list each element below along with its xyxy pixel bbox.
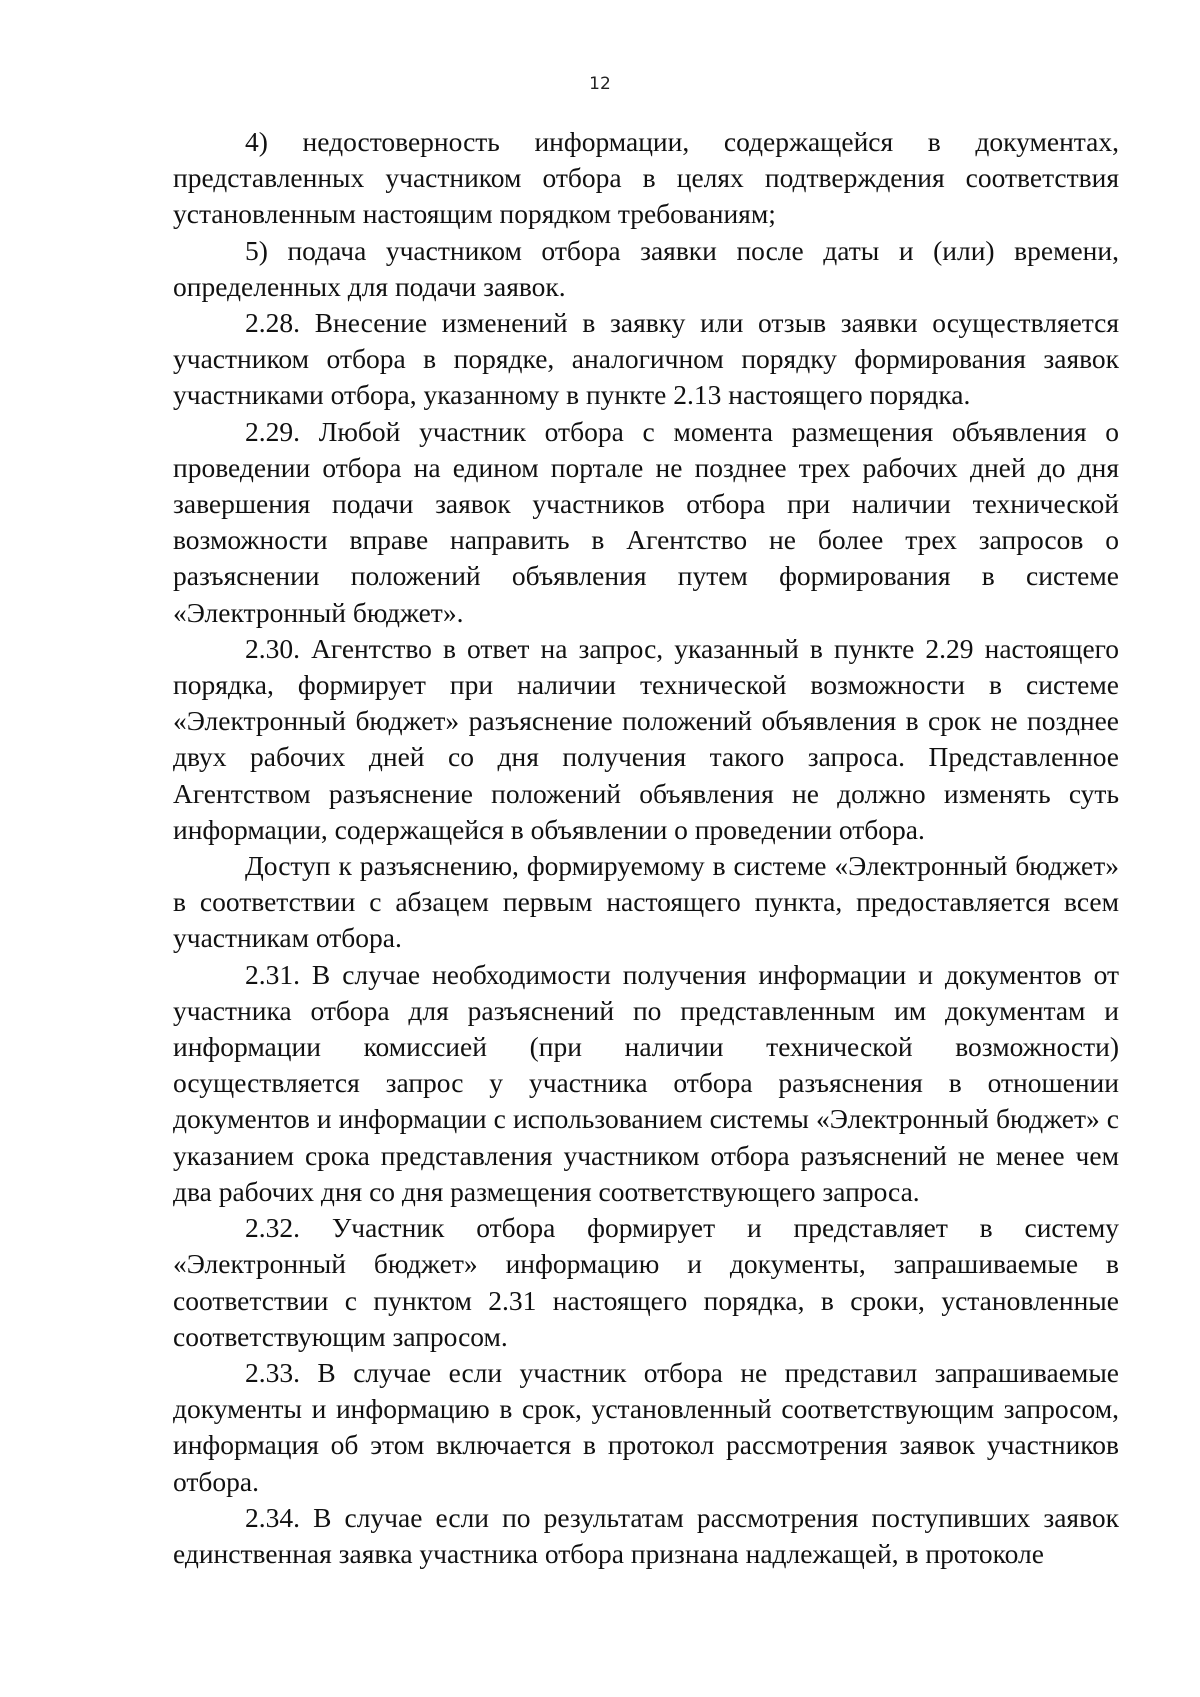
document-body: [173, 124, 1119, 1572]
paragraph-item-4: 4) недостоверность информации, содержащейся в документах, представленных участником отбора в целях подтверждения соответствия установленным настоящим порядком требованиям;: [173, 126, 1119, 230]
paragraph-2-29: 2.29. Любой участник отбора с момента размещения объявления о проведении отбора на едином портале не позднее трех рабочих дней до дня завершения подачи заявок участников отбора при наличии технической возможности вправе направить в Агентство не более трех запросов о разъяснении положений объявления путем формирования в системе «Электронный бюджет».: [173, 415, 1119, 628]
paragraph-2-34: 2.34. В случае если по результатам рассмотрения поступивших заявок единственная заявка участника отбора признана надлежащей, в протоколе: [173, 1501, 1119, 1569]
paragraph-2-30: 2.30. Агентство в ответ на запрос, указанный в пункте 2.29 настоящего порядка, формирует при наличии технической возможности в системе «Электронный бюджет» разъяснение положений объявления в срок не позднее двух рабочих дней со дня получения такого запроса. Представленное Агентством разъяснение положений объявления не должно изменять суть информации, содержащейся в объявлении о проведении отбора.: [173, 632, 1119, 845]
paragraph-2-33: 2.33. В случае если участник отбора не представил запрашиваемые документы и информацию в срок, установленный соответствующим запросом, информация об этом включается в протокол рассмотрения заявок участников отбора.: [173, 1356, 1119, 1497]
page-number: 12: [589, 74, 611, 94]
paragraph-2-31: 2.31. В случае необходимости получения информации и документов от участника отбора для разъяснений по представленным им документам и информации комиссией (при наличии технической возможности) осуществляется запрос у участника отбора разъяснения в отношении документов и информации с использованием системы «Электронный бюджет» с указанием срока представления участником отбора разъяснений не менее чем два рабочих дня со дня размещения соответствующего запроса.: [173, 958, 1119, 1207]
paragraph-2-28: 2.28. Внесение изменений в заявку или отзыв заявки осуществляется участником отбора в порядке, аналогичном порядку формирования заявок участниками отбора, указанному в пункте 2.13 настоящего порядка.: [173, 307, 1119, 411]
paragraph-2-32: 2.32. Участник отбора формирует и представляет в систему «Электронный бюджет» информацию и документы, запрашиваемые в соответствии с пунктом 2.31 настоящего порядка, в сроки, установленные соответствующим запросом.: [173, 1212, 1119, 1352]
paragraph-item-5: 5) подача участником отбора заявки после даты и (или) времени, определенных для подачи заявок.: [173, 234, 1119, 302]
paragraph-2-30-access: Доступ к разъяснению, формируемому в системе «Электронный бюджет» в соответствии с абзацем первым настоящего пункта, предоставляется всем участникам отбора.: [173, 850, 1119, 954]
